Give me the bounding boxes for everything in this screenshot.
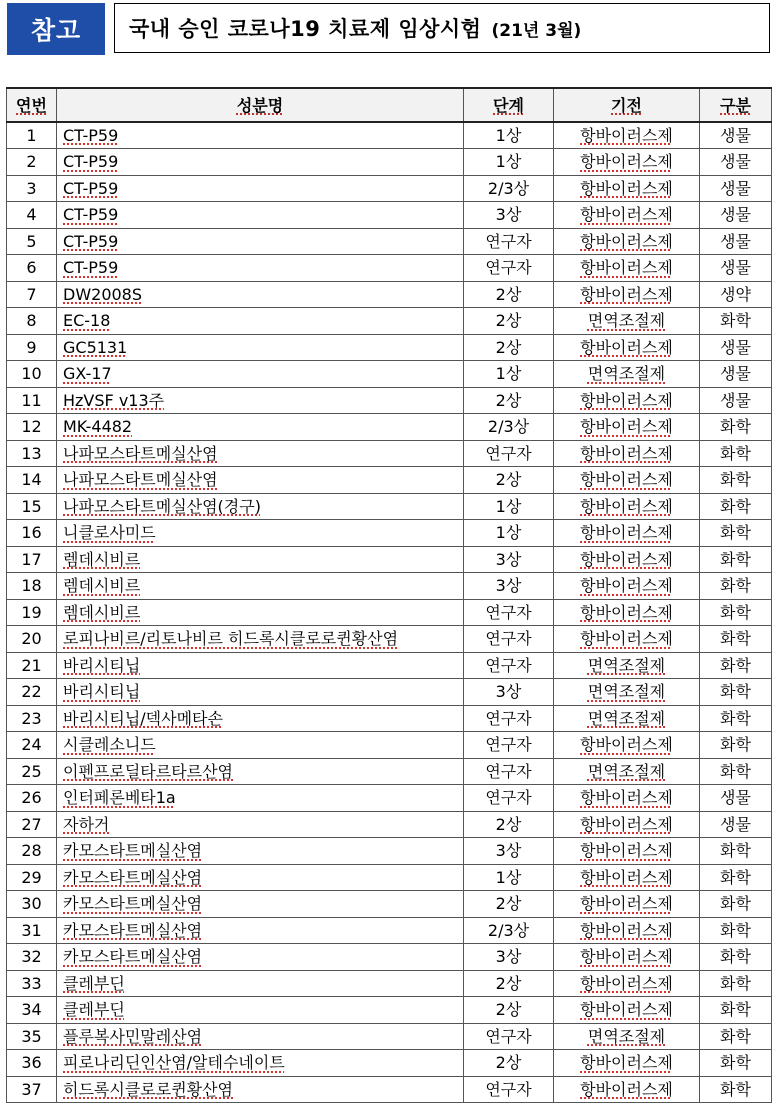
category: 화학 [700, 573, 772, 600]
category: 화학 [700, 970, 772, 997]
table-header-row [7, 88, 772, 122]
trial-phase: 연구자 [464, 440, 554, 467]
table-row [7, 679, 772, 706]
row-number: 19 [7, 599, 57, 626]
row-number: 36 [7, 1050, 57, 1077]
table-body [7, 122, 772, 1103]
ingredient-name: 카모스타트메실산염 [57, 944, 464, 971]
row-number: 29 [7, 864, 57, 891]
ingredient-name: CT-P59 [57, 149, 464, 176]
category: 화학 [700, 864, 772, 891]
category: 생물 [700, 334, 772, 361]
category: 화학 [700, 758, 772, 785]
mechanism: 면역조절제 [554, 758, 700, 785]
mechanism: 항바이러스제 [554, 334, 700, 361]
trial-phase: 3상 [464, 202, 554, 229]
mechanism: 항바이러스제 [554, 599, 700, 626]
table-row [7, 970, 772, 997]
trial-phase: 연구자 [464, 758, 554, 785]
mechanism: 면역조절제 [554, 679, 700, 706]
category: 화학 [700, 308, 772, 335]
category: 화학 [700, 652, 772, 679]
table-row [7, 917, 772, 944]
trial-phase: 연구자 [464, 732, 554, 759]
mechanism: 면역조절제 [554, 308, 700, 335]
trial-phase: 2상 [464, 334, 554, 361]
ingredient-name: 로피나비르/리토나비르 히드록시클로로퀸황산염 [57, 626, 464, 653]
table-row [7, 122, 772, 149]
row-number: 21 [7, 652, 57, 679]
table-row [7, 811, 772, 838]
category: 화학 [700, 546, 772, 573]
ingredient-name: 시클레소니드 [57, 732, 464, 759]
mechanism: 항바이러스제 [554, 573, 700, 600]
mechanism: 면역조절제 [554, 652, 700, 679]
trial-phase: 2상 [464, 387, 554, 414]
category: 화학 [700, 626, 772, 653]
table-row [7, 361, 772, 388]
row-number: 7 [7, 281, 57, 308]
category: 생물 [700, 122, 772, 149]
trial-phase: 1상 [464, 493, 554, 520]
column-header-phase: 단계 [464, 88, 554, 122]
ingredient-name: HzVSF v13주 [57, 387, 464, 414]
row-number: 4 [7, 202, 57, 229]
table-row [7, 573, 772, 600]
row-number: 31 [7, 917, 57, 944]
category: 화학 [700, 493, 772, 520]
row-number: 16 [7, 520, 57, 547]
mechanism: 항바이러스제 [554, 944, 700, 971]
ingredient-name: EC-18 [57, 308, 464, 335]
table-row [7, 997, 772, 1024]
trial-phase: 2상 [464, 467, 554, 494]
mechanism: 항바이러스제 [554, 626, 700, 653]
category: 생물 [700, 387, 772, 414]
ingredient-name: CT-P59 [57, 228, 464, 255]
table-row [7, 732, 772, 759]
mechanism: 항바이러스제 [554, 202, 700, 229]
row-number: 35 [7, 1023, 57, 1050]
ingredient-name: 플루복사민말레산염 [57, 1023, 464, 1050]
ingredient-name: DW2008S [57, 281, 464, 308]
row-number: 17 [7, 546, 57, 573]
category: 화학 [700, 1023, 772, 1050]
column-header-mechanism: 기전 [554, 88, 700, 122]
row-number: 6 [7, 255, 57, 282]
category: 화학 [700, 679, 772, 706]
trial-phase: 연구자 [464, 705, 554, 732]
category: 생물 [700, 149, 772, 176]
page-header [0, 0, 774, 60]
mechanism: 항바이러스제 [554, 785, 700, 812]
row-number: 11 [7, 387, 57, 414]
title-date: (21년 3월) [491, 20, 582, 41]
trial-phase: 2상 [464, 281, 554, 308]
table-row [7, 387, 772, 414]
trial-phase: 3상 [464, 944, 554, 971]
row-number: 3 [7, 175, 57, 202]
mechanism: 항바이러스제 [554, 997, 700, 1024]
row-number: 26 [7, 785, 57, 812]
category: 화학 [700, 705, 772, 732]
table-row [7, 1076, 772, 1103]
table-row [7, 864, 772, 891]
row-number: 24 [7, 732, 57, 759]
trial-phase: 2/3상 [464, 917, 554, 944]
mechanism: 항바이러스제 [554, 228, 700, 255]
table-row [7, 175, 772, 202]
trial-phase: 연구자 [464, 1076, 554, 1103]
table-row [7, 202, 772, 229]
category: 생물 [700, 202, 772, 229]
ingredient-name: GC5131 [57, 334, 464, 361]
ingredient-name: 니클로사미드 [57, 520, 464, 547]
trial-phase: 연구자 [464, 255, 554, 282]
mechanism: 항바이러스제 [554, 970, 700, 997]
ingredient-name: GX-17 [57, 361, 464, 388]
category: 생물 [700, 361, 772, 388]
trial-phase: 연구자 [464, 626, 554, 653]
row-number: 12 [7, 414, 57, 441]
row-number: 34 [7, 997, 57, 1024]
mechanism: 항바이러스제 [554, 467, 700, 494]
mechanism: 항바이러스제 [554, 255, 700, 282]
trial-phase: 연구자 [464, 652, 554, 679]
ingredient-name: 바리시티닙 [57, 679, 464, 706]
table-row [7, 1023, 772, 1050]
mechanism: 항바이러스제 [554, 891, 700, 918]
row-number: 5 [7, 228, 57, 255]
page-title: 국내 승인 코로나19 치료제 임상시험 [129, 17, 482, 41]
table-row [7, 785, 772, 812]
mechanism: 항바이러스제 [554, 732, 700, 759]
trial-phase: 2상 [464, 970, 554, 997]
row-number: 27 [7, 811, 57, 838]
ingredient-name: 나파모스타트메실산염 [57, 440, 464, 467]
category: 화학 [700, 997, 772, 1024]
row-number: 22 [7, 679, 57, 706]
mechanism: 항바이러스제 [554, 1076, 700, 1103]
row-number: 2 [7, 149, 57, 176]
ingredient-name: 클레부딘 [57, 997, 464, 1024]
category: 생물 [700, 785, 772, 812]
row-number: 37 [7, 1076, 57, 1103]
ingredient-name: CT-P59 [57, 202, 464, 229]
ingredient-name: 렘데시비르 [57, 573, 464, 600]
trial-phase: 연구자 [464, 1023, 554, 1050]
row-number: 18 [7, 573, 57, 600]
mechanism: 항바이러스제 [554, 440, 700, 467]
trial-phase: 3상 [464, 573, 554, 600]
table-row [7, 891, 772, 918]
row-number: 23 [7, 705, 57, 732]
mechanism: 항바이러스제 [554, 281, 700, 308]
table-row [7, 1050, 772, 1077]
ingredient-name: MK-4482 [57, 414, 464, 441]
ingredient-name: 클레부딘 [57, 970, 464, 997]
table-row [7, 308, 772, 335]
row-number: 8 [7, 308, 57, 335]
table-row [7, 414, 772, 441]
trial-phase: 연구자 [464, 785, 554, 812]
category: 화학 [700, 1076, 772, 1103]
trial-phase: 3상 [464, 838, 554, 865]
ingredient-name: 카모스타트메실산염 [57, 838, 464, 865]
row-number: 28 [7, 838, 57, 865]
column-header-ingredient: 성분명 [57, 88, 464, 122]
row-number: 33 [7, 970, 57, 997]
trial-phase: 2상 [464, 891, 554, 918]
mechanism: 항바이러스제 [554, 520, 700, 547]
table-row [7, 520, 772, 547]
ingredient-name: 나파모스타트메실산염 [57, 467, 464, 494]
ingredient-name: 이펜프로딜타르타르산염 [57, 758, 464, 785]
trial-phase: 연구자 [464, 228, 554, 255]
trial-phase: 1상 [464, 361, 554, 388]
mechanism: 항바이러스제 [554, 838, 700, 865]
table-row [7, 255, 772, 282]
ingredient-name: 히드록시클로로퀸황산염 [57, 1076, 464, 1103]
category: 화학 [700, 917, 772, 944]
table-row [7, 599, 772, 626]
trial-phase: 1상 [464, 149, 554, 176]
category: 화학 [700, 944, 772, 971]
category: 화학 [700, 599, 772, 626]
trial-phase: 2상 [464, 811, 554, 838]
category: 화학 [700, 1050, 772, 1077]
row-number: 13 [7, 440, 57, 467]
ingredient-name: 렘데시비르 [57, 546, 464, 573]
trial-phase: 2상 [464, 308, 554, 335]
mechanism: 항바이러스제 [554, 149, 700, 176]
category: 생물 [700, 255, 772, 282]
mechanism: 항바이러스제 [554, 917, 700, 944]
row-number: 1 [7, 122, 57, 149]
mechanism: 항바이러스제 [554, 175, 700, 202]
category: 화학 [700, 838, 772, 865]
category: 화학 [700, 440, 772, 467]
trial-phase: 2/3상 [464, 414, 554, 441]
ingredient-name: 카모스타트메실산염 [57, 917, 464, 944]
table-row [7, 626, 772, 653]
category: 화학 [700, 520, 772, 547]
mechanism: 항바이러스제 [554, 414, 700, 441]
ingredient-name: 카모스타트메실산염 [57, 864, 464, 891]
category: 생물 [700, 228, 772, 255]
mechanism: 항바이러스제 [554, 1050, 700, 1077]
trial-phase: 3상 [464, 679, 554, 706]
row-number: 9 [7, 334, 57, 361]
table-row [7, 281, 772, 308]
category: 생약 [700, 281, 772, 308]
trial-phase: 1상 [464, 122, 554, 149]
mechanism: 면역조절제 [554, 1023, 700, 1050]
ingredient-name: 피로나리딘인산염/알테수네이트 [57, 1050, 464, 1077]
ingredient-name: 카모스타트메실산염 [57, 891, 464, 918]
table-row [7, 467, 772, 494]
table-row [7, 758, 772, 785]
column-header-category: 구분 [700, 88, 772, 122]
reference-tag: 참고 [7, 3, 105, 55]
mechanism: 항바이러스제 [554, 864, 700, 891]
mechanism: 항바이러스제 [554, 811, 700, 838]
ingredient-name: 인터페론베타1a [57, 785, 464, 812]
mechanism: 면역조절제 [554, 705, 700, 732]
trial-phase: 2상 [464, 997, 554, 1024]
trial-phase: 연구자 [464, 599, 554, 626]
clinical-trials-table [6, 87, 772, 1103]
table-row [7, 705, 772, 732]
category: 생물 [700, 175, 772, 202]
table-row [7, 228, 772, 255]
ingredient-name: 바리시티닙 [57, 652, 464, 679]
category: 화학 [700, 414, 772, 441]
ingredient-name: CT-P59 [57, 175, 464, 202]
trial-phase: 1상 [464, 864, 554, 891]
category: 생물 [700, 811, 772, 838]
table-row [7, 149, 772, 176]
table-row [7, 334, 772, 361]
trial-phase: 2상 [464, 1050, 554, 1077]
category: 화학 [700, 467, 772, 494]
mechanism: 항바이러스제 [554, 122, 700, 149]
table-row [7, 546, 772, 573]
ingredient-name: 나파모스타트메실산염(경구) [57, 493, 464, 520]
trial-phase: 2/3상 [464, 175, 554, 202]
table-row [7, 493, 772, 520]
ingredient-name: 렘데시비르 [57, 599, 464, 626]
ingredient-name: CT-P59 [57, 122, 464, 149]
column-header-number: 연번 [7, 88, 57, 122]
trial-phase: 1상 [464, 520, 554, 547]
row-number: 15 [7, 493, 57, 520]
mechanism: 항바이러스제 [554, 546, 700, 573]
category: 화학 [700, 891, 772, 918]
row-number: 20 [7, 626, 57, 653]
title-box [114, 3, 770, 53]
mechanism: 항바이러스제 [554, 493, 700, 520]
row-number: 30 [7, 891, 57, 918]
row-number: 32 [7, 944, 57, 971]
row-number: 14 [7, 467, 57, 494]
table-row [7, 838, 772, 865]
trial-phase: 3상 [464, 546, 554, 573]
table-row [7, 440, 772, 467]
table-row [7, 944, 772, 971]
ingredient-name: CT-P59 [57, 255, 464, 282]
row-number: 10 [7, 361, 57, 388]
ingredient-name: 자하거 [57, 811, 464, 838]
ingredient-name: 바리시티닙/덱사메타손 [57, 705, 464, 732]
mechanism: 항바이러스제 [554, 387, 700, 414]
category: 화학 [700, 732, 772, 759]
mechanism: 면역조절제 [554, 361, 700, 388]
table-row [7, 652, 772, 679]
row-number: 25 [7, 758, 57, 785]
